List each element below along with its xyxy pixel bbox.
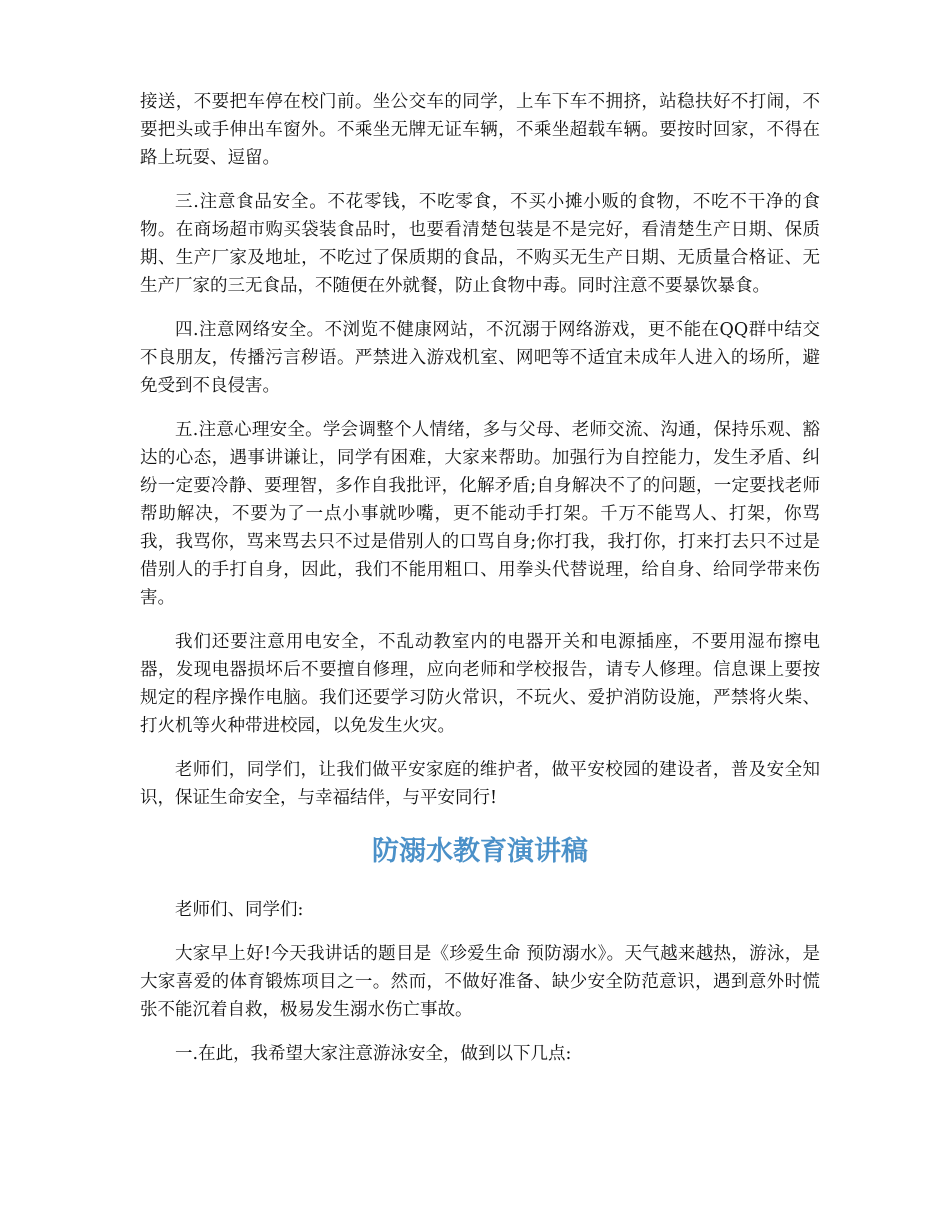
continuation-paragraph: 接送，不要把车停在校门前。坐公交车的同学，上车下车不拥挤，站稳扶好不打闹，不要把头或手伸出车窗外。不乘坐无牌无证车辆，不乘坐超载车辆。要按时回家，不得在路上玩耍、逗留。: [140, 92, 820, 168]
mental-safety-paragraph: 五.注意心理安全。学会调整个人情绪，多与父母、老师交流、沟通，保持乐观、豁达的心态，遇事讲谦让，同学有困难，大家来帮助。加强行为自控能力，发生矛盾、纠纷一定要冷静、要理智，多作自我批评，化解矛盾;自身解决不了的问题，一定要找老师帮助解决，不要为了一点小事就吵嘴，更不能动手打架。千万不能骂人、打架，你骂我，我骂你，骂来骂去只不过是借别人的口骂自身;你打我，我打你，打来打去只不过是借别人的手打自身，因此，我们不能用粗口、用拳头代替说理，给自身、给同学带来伤害。: [140, 420, 820, 608]
closing-paragraph: 老师们，同学们，让我们做平安家庭的维护者，做平安校园的建设者，普及安全知识，保证生命安全，与幸福结伴，与平安同行!: [140, 760, 820, 808]
speech-title: 防溺水教育演讲稿: [372, 836, 588, 867]
swimming-safety-paragraph: 一.在此，我希望大家注意游泳安全，做到以下几点:: [175, 1044, 572, 1064]
electric-fire-safety-paragraph: 我们还要注意用电安全，不乱动教室内的电器开关和电源插座，不要用湿布擦电器，发现电器损坏后不要擅自修理，应向老师和学校报告，请专人修理。信息课上要按规定的程序操作电脑。我们还要学习防火常识，不玩火、爱护消防设施，严禁将火柴、打火机等火种带进校园，以免发生火灾。: [140, 632, 820, 736]
document-page: [140, 88, 820, 1084]
internet-safety-paragraph: 四.注意网络安全。不浏览不健康网站，不沉溺于网络游戏，更不能在QQ群中结交不良朋友，传播污言秽语。严禁进入游戏机室、网吧等不适宜未成年人进入的场所，避免受到不良侵害。: [140, 320, 820, 396]
greeting-paragraph: 老师们、同学们:: [175, 900, 304, 920]
food-safety-paragraph: 三.注意食品安全。不花零钱，不吃零食，不买小摊小贩的食物，不吃不干净的食物。在商场超市购买袋装食品时，也要看清楚包装是不是完好，看清楚生产日期、保质期、生产厂家及地址，不吃过了保质期的食品，不购买无生产日期、无质量合格证、无生产厂家的三无食品，不随便在外就餐，防止食物中毒。同时注意不要暴饮暴食。: [140, 192, 820, 296]
intro-paragraph: 大家早上好!今天我讲话的题目是《珍爱生命 预防溺水》。天气越来越热，游泳，是大家喜爱的体育锻炼项目之一。然而，不做好准备、缺少安全防范意识，遇到意外时慌张不能沉着自救，极易发生溺水伤亡事故。: [140, 944, 820, 1020]
